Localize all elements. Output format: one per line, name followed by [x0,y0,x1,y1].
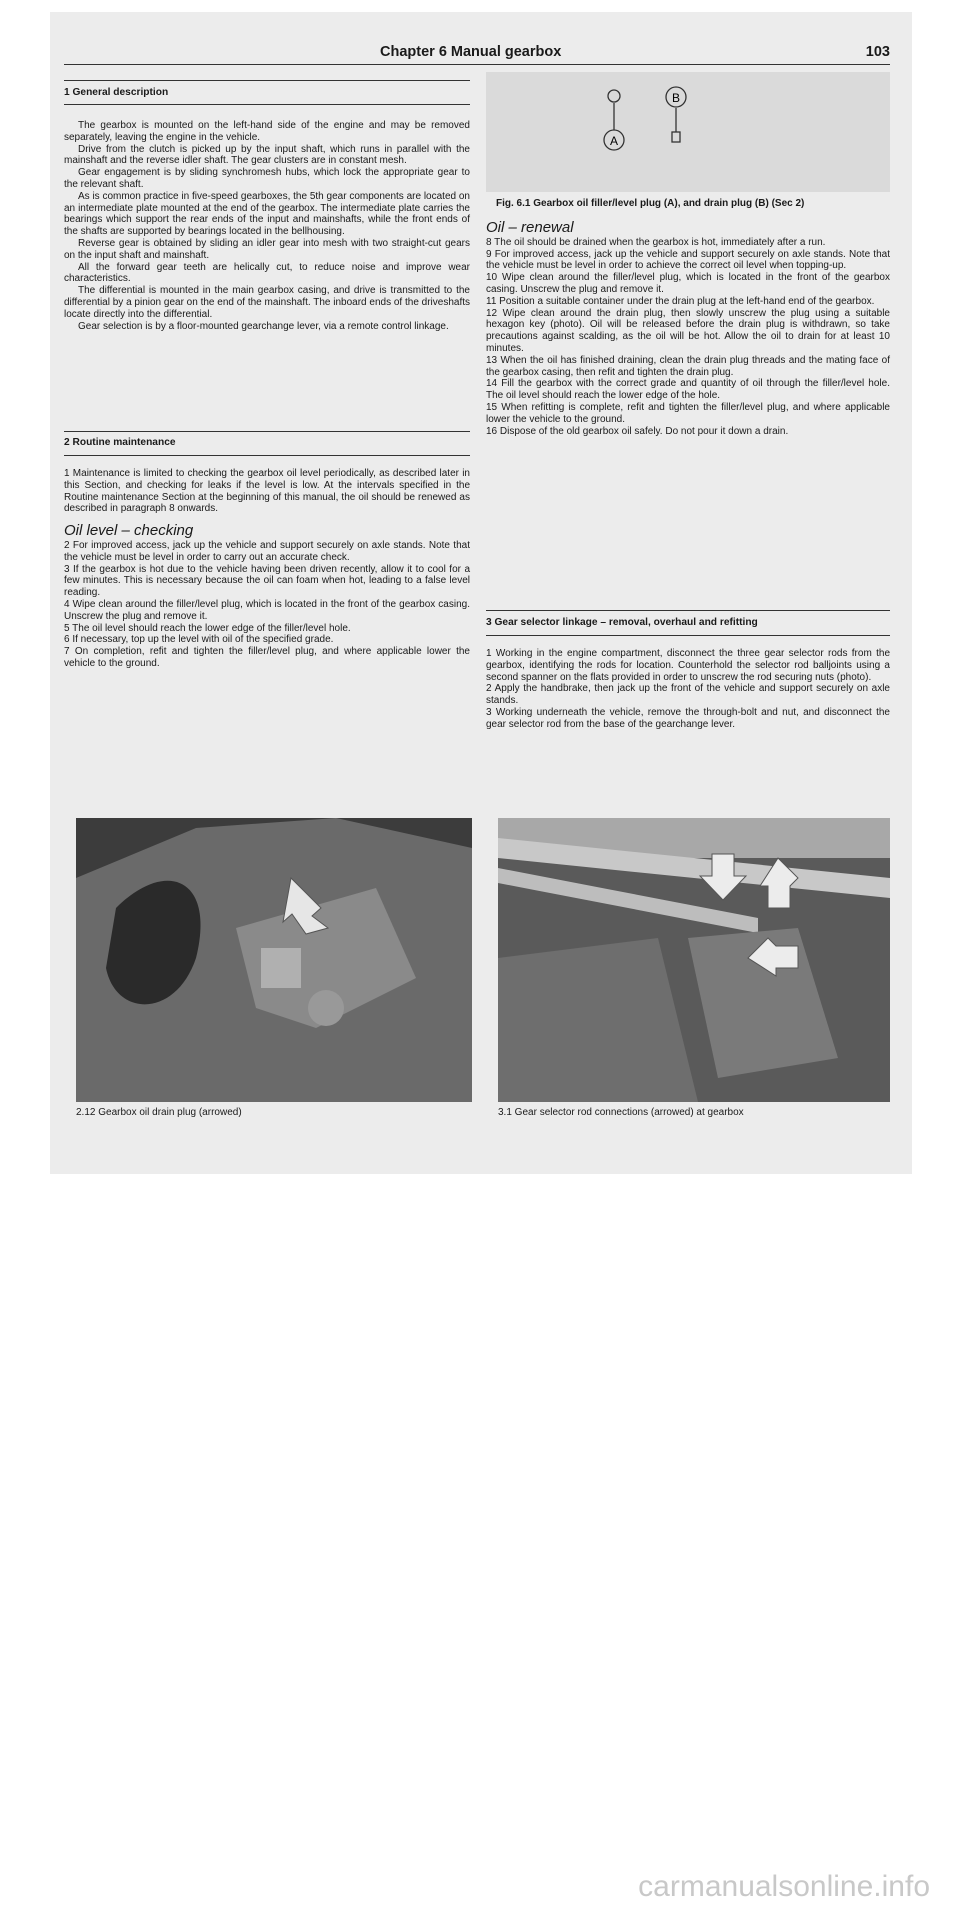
paragraph: 11 Position a suitable container under the drain plug at the left-hand end of the gearbox. [486,295,875,307]
paragraph: 1 Working in the engine compartment, disconnect the three gear selector rods from the gearbox, identifying the rods for location. Counterhold the selector rod balljoints using a second spanner on the flats provided in order to unscrew the rod securing nuts (photo). [486,648,890,683]
paragraph: All the forward gear teeth are helically cut, to reduce noise and improve wear characteristics. [64,261,470,285]
gear-selector-text [486,648,890,731]
photo-2-12 [76,818,472,1102]
header-rule [64,64,890,65]
paragraph: 1 Maintenance is limited to checking the gearbox oil level periodically, as described later in this Section, and checking for leaks if the level is low. At the intervals specified in the Routine maintenance Section at the beginning of this manual, the oil should be renewed as described in paragraph 8 onwards. [64,468,470,515]
paragraph: 7 On completion, refit and tighten the filler/level plug, and where applicable lower the vehicle to the ground. [64,646,470,669]
paragraph: Gear selection is by a floor-mounted gearchange lever, via a remote control linkage. [78,320,449,332]
section-heading-1: 1 General description [64,87,169,98]
right-column [486,219,890,437]
paragraph: The differential is mounted in the main gearbox casing, and drive is transmitted to the differential by a pinion gear on the end of the mainshaft. The inboard ends of the driveshafts locate directly into the differential. [64,285,471,320]
paragraph: 14 Fill the gearbox with the correct grade and quantity of oil through the filler/level hole. The oil level should reach the lower edge of the hole. [486,378,890,402]
paragraph: 8 The oil should be drained when the gearbox is hot, immediately after a run. [486,236,826,248]
selector-rod-photo [498,818,890,1102]
running-header [380,44,890,66]
paragraph: 10 Wipe clean around the filler/level plug, which is located in the front of the gearbox casing. Unscrew the plug and remove it. [486,272,890,295]
figure-6-1-caption: Fig. 6.1 Gearbox oil filler/level plug (A), and drain plug (B) (Sec 2) [496,198,805,209]
figure-6-1 [486,72,890,192]
paragraph: 3 Working underneath the vehicle, remove the through-bolt and nut, and disconnect the gear selector rod from the base of the gearchange lever. [486,706,890,730]
subheading-oil-renewal: Oil – renewal [486,219,574,236]
left-column [64,120,470,332]
paragraph: 12 Wipe clean around the drain plug, then slowly unscrew the plug using a suitable hexagon key (photo). Oil will be released before the drain plug is withdrawn, so take precautions against scalding, as the oil will be hot. Allow the oil to drain for at least 10 minutes. [486,307,890,354]
subheading-oil-level: Oil level – checking [64,522,194,540]
paragraph: 4 Wipe clean around the filler/level plug, which is located in the front of the gearbox casing. Unscrew the plug and remove it. [64,598,470,622]
photo-3-1 [498,818,890,1102]
general-description-text [64,120,470,332]
routine-maintenance-intro [64,468,470,515]
paragraph: As is common practice in five-speed gearboxes, the 5th gear components are located on an intermediate plate mounted at the end of the gearbox. The intermediate plate carries the bearings which support the rear ends of the input and mainshafts, while the front ends of the shafts are supported by bearings located in the bellhousing. [64,190,470,238]
drain-plug-photo [76,818,472,1102]
photo-3-1-caption: 3.1 Gear selector rod connections (arrowed) at gearbox [498,1107,744,1118]
paragraph: Drive from the clutch is picked up by the input shaft, which runs in parallel with the mainshaft and the reverse idler shaft. The gear clusters are in constant mesh. [64,143,470,167]
drain-plug-icon [672,132,680,142]
paragraph: 2 Apply the handbrake, then jack up the front of the vehicle and support securely on axle stands. [486,683,890,707]
paragraph: 2 For improved access, jack up the vehicle and support securely on axle stands. Note that the vehicle must be level in order to carry out an accurate check. [64,539,470,563]
right-column-lower [486,648,890,731]
filler-plug-icon [608,90,620,102]
paragraph: The gearbox is mounted on the left-hand side of the engine and may be removed separately, leaving the engine in the vehicle. [64,120,470,143]
filler-drain-plug-diagram [486,72,890,192]
chapter-title: Chapter 6 Manual gearbox [380,44,562,60]
oil-renewal-text [486,237,890,438]
section-rule [64,455,470,456]
label-b: B [671,91,681,105]
oil-level-text [64,540,470,670]
paragraph: 13 When the oil has finished draining, clean the drain plug threads and the mating face of the gearbox casing, then refit and tighten the drain plug. [486,354,890,378]
paragraph: 15 When refitting is complete, refit and tighten the filler/level plug, and where applicable lower the vehicle to the ground. [486,401,890,425]
paragraph: Gear engagement is by sliding synchromesh hubs, which lock the appropriate gear to the relevant shaft. [64,167,470,190]
paragraph: 9 For improved access, jack up the vehicle and support securely on axle stands. Note that the vehicle must be level in order to achieve the correct oil level when topping-up. [486,248,890,272]
paragraph: Reverse gear is obtained by sliding an idler gear into mesh with two straight-cut gears on the input shaft and mainshaft. [64,237,470,261]
page-number: 103 [865,44,890,60]
section-rule [486,610,890,611]
section-rule [64,431,470,432]
watermark: carmanualsonline.info [638,1870,930,1903]
paragraph: 16 Dispose of the old gearbox oil safely. Do not pour it down a drain. [486,425,789,437]
paragraph: 5 The oil level should reach the lower edge of the filler/level hole. [64,622,351,634]
section-heading-3: 3 Gear selector linkage – removal, overhaul and refitting [486,617,758,628]
photo-2-12-caption: 2.12 Gearbox oil drain plug (arrowed) [76,1107,242,1118]
paragraph: 3 If the gearbox is hot due to the vehicle having been driven recently, allow it to cool for a few minutes. This is necessary because the oil can foam when hot, leading to a false level reading. [64,563,470,599]
paragraph: 6 If necessary, top up the level with oil of the specified grade. [64,634,334,646]
section-rule [64,80,470,81]
section-heading-2: 2 Routine maintenance [64,437,176,448]
section-rule [486,635,890,636]
left-column-lower [64,468,470,670]
section-rule [64,104,470,105]
label-a: A [609,134,619,148]
